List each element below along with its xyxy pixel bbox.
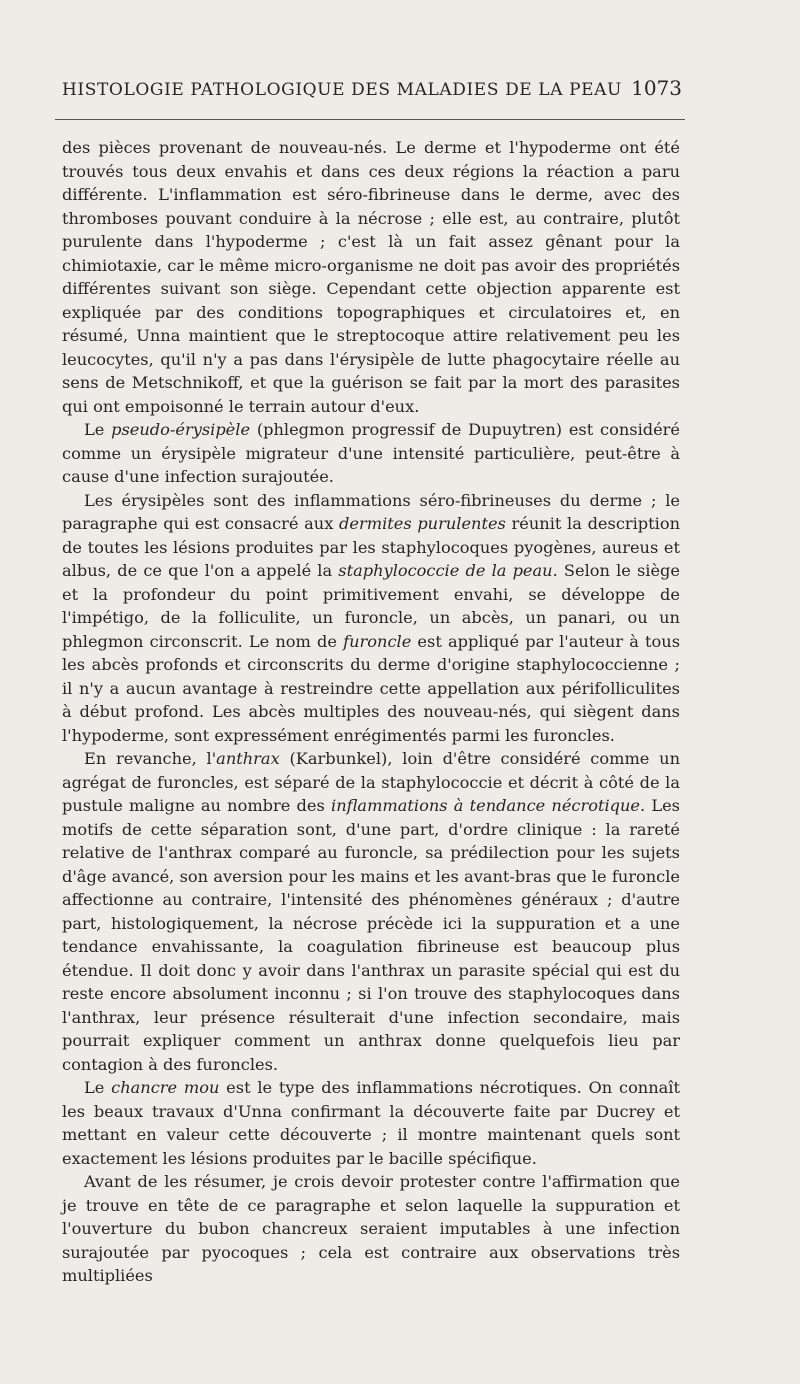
paragraph-2: Le pseudo-érysipèle (phlegmon progressif de Dupuytren) est considéré comme un érysipèle migrateur d'une intensité particulière, peut-être à cause d'une infection surajoutée. bbox=[62, 420, 681, 486]
page-number: 1073 bbox=[631, 76, 682, 100]
header-rule bbox=[55, 119, 685, 120]
body-text bbox=[62, 136, 680, 1288]
header-title: HISTOLOGIE PATHOLOGIQUE DES MALADIES DE LA PEAU bbox=[62, 80, 622, 100]
paragraph-6: Avant de les résumer, je crois devoir protester contre l'affirmation que je trouve en tête de ce paragraphe et selon laquelle la suppuration et l'ouverture du bubon chancreux seraient imputables à une infection surajoutée par pyocoques ; cela est contraire aux observations très multipliées bbox=[62, 1172, 680, 1285]
paragraph-1: des pièces provenant de nouveau-nés. Le derme et l'hypoderme ont été trouvés tous deux envahis et dans ces deux régions la réaction a paru différente. L'inflammation est séro-fibrineuse dans le derme, avec des thromboses pouvant conduire à la nécrose ; elle est, au contraire, plutôt purulente dans l'hypoderme ; c'est là un fait assez gênant pour la chimiotaxie, car le même micro-organisme ne doit pas avoir des propriétés différentes suivant son siège. Cependant cette objection apparente est expliquée par des conditions topographiques et circulatoires et, en résumé, Unna maintient que le streptocoque attire relativement peu les leucocytes, qu'il n'y a pas dans l'érysipèle de lutte phagocytaire réelle au sens de Metschnikoff, et que la guérison se fait par la mort des parasites qui ont empoisonné le terrain autour d'eux. bbox=[62, 138, 680, 416]
paragraph-5: Le chancre mou est le type des inflammations nécrotiques. On connaît les beaux travaux d'Unna confirmant la découverte faite par Ducrey et mettant en valeur cette découverte ; il montre maintenant quels sont exactement les lésions produites par le bacille spécifique. bbox=[62, 1078, 680, 1168]
paragraph-3: Les érysipèles sont des inflammations séro-fibrineuses du derme ; le paragraphe qui est consacré aux dermites purulentes réunit la description de toutes les lésions produites par les staphylocoques pyogènes, aureus et albus, de ce que l'on a appelé la staphylococcie de la peau. Selon le siège et la profondeur du point primitivement envahi, se développe de l'impétigo, de la folliculite, un furoncle, un abcès, un panari, ou un phlegmon circonscrit. Le nom de furoncle est appliqué par l'auteur à tous les abcès profonds et circonscrits du derme d'origine staphylococcienne ; il n'y a aucun avantage à restreindre cette appellation aux périfolliculites à début profond. Les abcès multiples des nouveau-nés, qui siègent dans l'hypoderme, sont expressément enrégimentés parmi les furoncles. bbox=[62, 490, 681, 745]
running-header bbox=[62, 76, 682, 100]
paragraph-4: En revanche, l'anthrax (Karbunkel), loin d'être considéré comme un agrégat de furoncles, est séparé de la staphylococcie et décrit à côté de la pustule maligne au nombre des inflammations à tendance nécrotique. Les motifs de cette séparation sont, d'une part, d'ordre clinique : la rareté relative de l'anthrax comparé au furoncle, sa prédilection pour les sujets d'âge avancé, son aversion pour les mains et les avant-bras que le furoncle affectionne au contraire, l'intensité des phénomènes généraux ; d'autre part, histologiquement, la nécrose précède ici la suppuration et a une tendance envahissante, la coagulation fibrineuse est beaucoup plus étendue. Il doit donc y avoir dans l'anthrax un parasite spécial qui est du reste encore absolument inconnu ; si l'on trouve des staphylocoques dans l'anthrax, leur présence résulterait d'une infection secondaire, mais pourrait expliquer comment un anthrax donne quelquefois lieu par contagion à des furoncles. bbox=[62, 749, 681, 1074]
